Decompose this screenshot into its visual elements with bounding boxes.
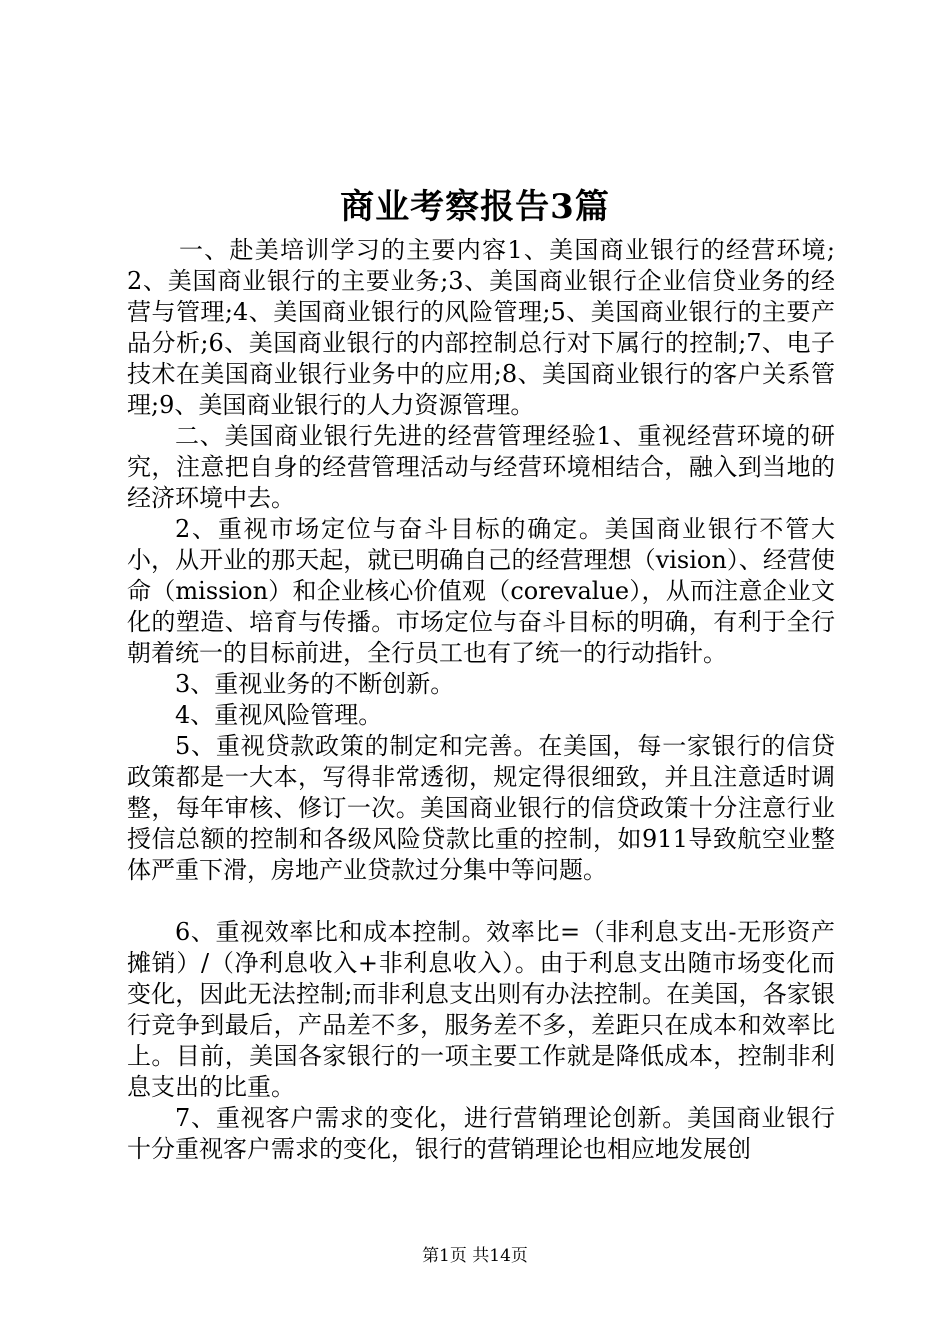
document-body <box>127 235 835 1165</box>
page-title: 商业考察报告3篇 <box>340 187 610 227</box>
paragraph-spacer <box>127 886 835 917</box>
paragraph: 3、重视业务的不断创新。 <box>175 670 455 698</box>
paragraph: 二、美国商业银行先进的经营管理经验1、重视经营环境的研究，注意把自身的经营管理活动与经营环境相结合，融入到当地的经济环境中去。 <box>127 422 835 512</box>
paragraph: 6、重视效率比和成本控制。效率比=（非利息支出-无形资产摊销）/（净利息收入+非利息收入）。由于利息支出随市场变化而变化，因此无法控制;而非利息支出则有办法控制。在美国，各家银行竞争到最后，产品差不多，服务差不多，差距只在成本和效率比上。目前，美国各家银行的一项主要工作就是降低成本，控制非利息支出的比重。 <box>127 918 835 1101</box>
paragraph: 5、重视贷款政策的制定和完善。在美国，每一家银行的信贷政策都是一大本，写得非常透彻，规定得很细致，并且注意适时调整，每年审核、修订一次。美国商业银行的信贷政策十分注意行业授信总额的控制和各级风险贷款比重的控制，如911导致航空业整体严重下滑，房地产业贷款过分集中等问题。 <box>127 732 835 884</box>
paragraph: 2、重视市场定位与奋斗目标的确定。美国商业银行不管大小，从开业的那天起，就已明确自己的经营理想（vision）、经营使命（mission）和企业核心价值观（corevalue），从而注意企业文化的塑造、培育与传播。市场定位与奋斗目标的明确，有利于全行朝着统一的目标前进，全行员工也有了统一的行动指针。 <box>127 515 835 667</box>
paragraph: 一、赴美培训学习的主要内容1、美国商业银行的经营环境;2、美国商业银行的主要业务;3、美国商业银行企业信贷业务的经营与管理;4、美国商业银行的风险管理;5、美国商业银行的主要产品分析;6、美国商业银行的内部控制总行对下属行的控制;7、电子技术在美国商业银行业务中的应用;8、美国商业银行的客户关系管理;9、美国商业银行的人力资源管理。 <box>127 236 835 419</box>
page-footer: 第1页 共14页 <box>422 1246 528 1266</box>
paragraph: 4、重视风险管理。 <box>175 701 383 729</box>
paragraph: 7、重视客户需求的变化，进行营销理论创新。美国商业银行十分重视客户需求的变化，银行的营销理论也相应地发展创 <box>127 1104 835 1163</box>
